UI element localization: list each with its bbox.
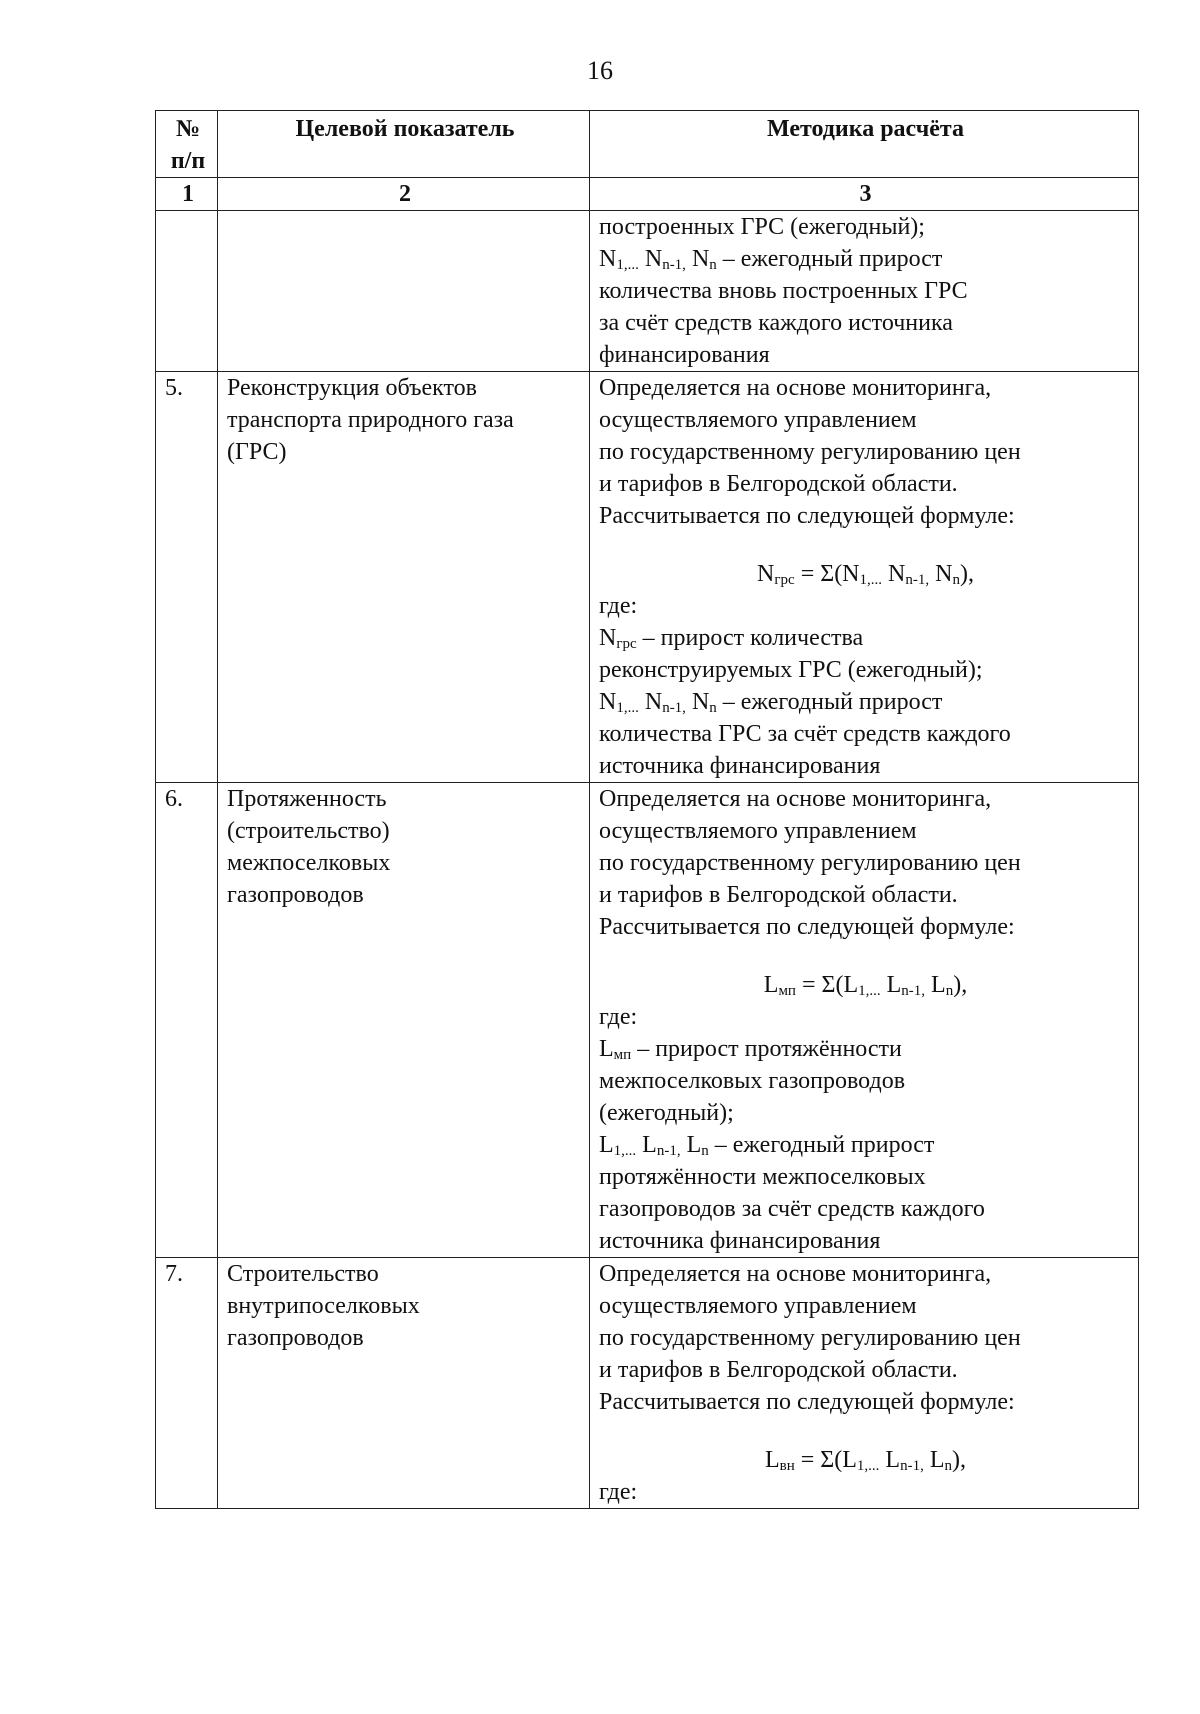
row-indicator: Протяженность (строительство) межпоселковых газопроводов: [218, 783, 590, 1258]
method-line: количества вновь построенных ГРС: [599, 278, 968, 304]
method-line: за счёт средств каждого источника: [599, 310, 953, 336]
indicators-table: [155, 110, 1139, 1509]
row-indicator: [218, 211, 590, 372]
method-definition: $L_{мп}$ – прирост протяжённости: [599, 1036, 902, 1063]
header-method: Методика расчёта: [590, 111, 1139, 178]
row-number: 7.: [156, 1258, 218, 1509]
row-number: 5.: [156, 372, 218, 783]
method-definition: $N_{грс}$ – прирост количества: [599, 625, 864, 652]
method-definition: $N_{1,...}$ $N_{n-1,}$ $N_n$ – ежегодный прирост: [599, 246, 943, 273]
column-number: 2: [218, 178, 590, 211]
method-definition: $L_{1,...}$ $L_{n-1,}$ $L_n$ – ежегодный прирост: [599, 1132, 935, 1159]
formula: $N_{грс} = \Sigma(N_{1,...}$ $N_{n-1,}$ $N_n$),: [757, 561, 974, 588]
table-header-row: [156, 111, 1139, 178]
row-number: 6.: [156, 783, 218, 1258]
table-row: [156, 1258, 1139, 1509]
table-row: [156, 211, 1139, 372]
column-number: 3: [590, 178, 1139, 211]
table-row: [156, 783, 1139, 1258]
formula: $L_{вн} = \Sigma(L_{1,...}$ $L_{n-1,}$ $L_n$),: [764, 1447, 967, 1474]
row-method: Определяется на основе мониторинга, осуществляемого управлением по государственному регулированию цен и тарифов в Белгородской области. Рассчитывается по следующей формуле: $N_{грс} = \Sigma(N_{1,...}$ $N_{n-1,}$ $N_n$), где: $N_{грс}$ – прирост количества реконструируемых ГРС (ежегодный); $N_{1,...}$ $N_{n-1,}$ $N_n$ – ежегодный прирост количества ГРС за счёт средств каждого источника финансирования: [590, 372, 1139, 783]
column-number-row: [156, 178, 1139, 211]
method-definition: $N_{1,...}$ $N_{n-1,}$ $N_n$ – ежегодный прирост: [599, 689, 943, 716]
header-number-line2: п/п: [170, 148, 206, 174]
row-indicator: Строительство внутрипоселковых газопроводов: [218, 1258, 590, 1509]
method-line: построенных ГРС (ежегодный);: [599, 214, 925, 240]
header-number: [156, 111, 218, 178]
column-number: 1: [156, 178, 218, 211]
page-number: 16: [587, 56, 613, 85]
method-line: финансирования: [599, 342, 770, 368]
formula: $L_{мп} = \Sigma(L_{1,...}$ $L_{n-1,}$ $L_n$),: [763, 972, 968, 999]
table-row: [156, 372, 1139, 783]
row-indicator: Реконструкция объектов транспорта природного газа (ГРС): [218, 372, 590, 783]
row-number: [156, 211, 218, 372]
row-method: Определяется на основе мониторинга, осуществляемого управлением по государственному регулированию цен и тарифов в Белгородской области. Рассчитывается по следующей формуле: $L_{вн} = \Sigma(L_{1,...}$ $L_{n-1,}$ $L_n$), где:: [590, 1258, 1139, 1509]
header-number-line1: №: [175, 116, 201, 142]
header-indicator: Целевой показатель: [218, 111, 590, 178]
row-method: [590, 211, 1139, 372]
row-method: Определяется на основе мониторинга, осуществляемого управлением по государственному регулированию цен и тарифов в Белгородской области. Рассчитывается по следующей формуле: $L_{мп} = \Sigma(L_{1,...}$ $L_{n-1,}$ $L_n$), где: $L_{мп}$ – прирост протяжённости межпоселковых газопроводов (ежегодный); $L_{1,...}$ $L_{n-1,}$ $L_n$ – ежегодный прирост протяжённости межпоселковых газопроводов за счёт средств каждого источника финансирования: [590, 783, 1139, 1258]
